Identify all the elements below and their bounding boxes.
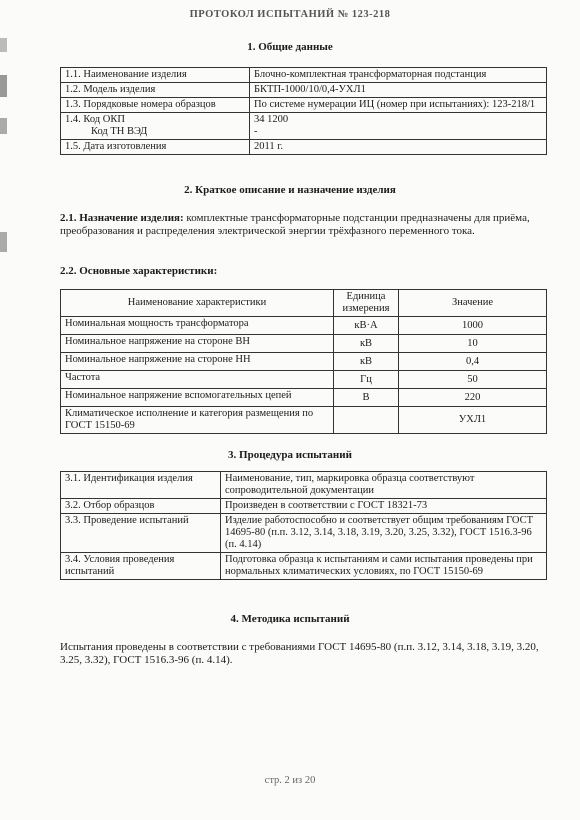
table-row <box>61 353 547 371</box>
char-unit <box>334 407 399 434</box>
char-name: Номинальная мощность трансформатора <box>61 317 334 335</box>
char-name: Климатическое исполнение и категория размещения по ГОСТ 15150-69 <box>61 407 334 434</box>
okp-label: 1.4. Код ОКП <box>65 114 125 125</box>
scan-edge-mark <box>0 118 7 134</box>
okp-value: 34 1200 <box>254 114 289 125</box>
column-header: Наименование характеристики <box>61 290 334 317</box>
row-value: БКТП-1000/10/0,4-УХЛ1 <box>250 83 547 98</box>
char-value: УХЛ1 <box>399 407 547 434</box>
row-label: 3.3. Проведение испытаний <box>61 514 221 553</box>
row-value: Блочно-комплектная трансформаторная подстанция <box>250 68 547 83</box>
section-4-title: 4. Методика испытаний <box>230 613 350 625</box>
row-label: 1.2. Модель изделия <box>61 83 250 98</box>
table-row <box>61 317 547 335</box>
table-row <box>61 113 547 140</box>
row-label: 1.3. Порядковые номера образцов <box>61 98 250 113</box>
char-value: 220 <box>399 389 547 407</box>
table-row <box>61 98 547 113</box>
characteristics-table <box>60 289 547 434</box>
purpose-text: комплектные трансформаторные подстанции предназначены для приёма, преобразования и распределения электрической энергии трёхфазного переменного тока. <box>60 212 530 237</box>
tnved-label: Код ТН ВЭД <box>91 126 148 137</box>
char-unit: кВ <box>334 353 399 371</box>
row-label: 1.1. Наименование изделия <box>61 68 250 83</box>
char-name: Частота <box>61 371 334 389</box>
row-label: 1.5. Дата изготовления <box>61 140 250 155</box>
table-row <box>61 335 547 353</box>
table-row <box>61 514 547 553</box>
table-row <box>61 407 547 434</box>
scan-edge-mark <box>0 75 7 97</box>
row-value: Подготовка образца к испытаниям и сами испытания проведены при нормальных климатических условиях, по ГОСТ 15150-69 <box>221 553 547 580</box>
procedure-table <box>60 471 547 580</box>
table-row <box>61 499 547 514</box>
purpose-paragraph <box>60 212 550 238</box>
table-row <box>61 68 547 83</box>
char-name: Номинальное напряжение вспомогательных цепей <box>61 389 334 407</box>
column-header: Единица измерения <box>334 290 399 317</box>
row-value <box>250 113 547 140</box>
char-value: 1000 <box>399 317 547 335</box>
char-name: Номинальное напряжение на стороне ВН <box>61 335 334 353</box>
page-number: стр. 2 из 20 <box>264 775 316 786</box>
row-value: Изделие работоспособно и соответствует общим требованиям ГОСТ 14695-80 (п.п. 3.12, 3.14, 3.18, 3.19, 3.20, 3.25, 3.32), ГОСТ 1516.3-96 (п. 4.14) <box>221 514 547 553</box>
table-row <box>61 371 547 389</box>
section-2-title: 2. Краткое описание и назначение изделия <box>184 184 396 196</box>
char-unit: кВ <box>334 335 399 353</box>
table-row <box>61 83 547 98</box>
row-label: 3.4. Условия проведения испытаний <box>61 553 221 580</box>
methodology-paragraph: Испытания проведены в соответствии с требованиями ГОСТ 14695-80 (п.п. 3.12, 3.14, 3.18, 3.19, 3.20, 3.25, 3.32), ГОСТ 1516.3-96 (п. 4.14). <box>60 641 539 666</box>
characteristics-title: 2.2. Основные характеристики: <box>60 265 218 277</box>
char-value: 0,4 <box>399 353 547 371</box>
table-row <box>61 553 547 580</box>
char-unit: Гц <box>334 371 399 389</box>
section-1-title: 1. Общие данные <box>247 41 333 53</box>
table-row <box>61 472 547 499</box>
char-name: Номинальное напряжение на стороне НН <box>61 353 334 371</box>
row-value: Произведен в соответствии с ГОСТ 18321-73 <box>221 499 547 514</box>
row-value: 2011 г. <box>250 140 547 155</box>
char-unit: В <box>334 389 399 407</box>
scan-edge-mark <box>0 232 7 252</box>
row-value: По системе нумерации ИЦ (номер при испытаниях): 123-218/1 <box>250 98 547 113</box>
purpose-label: 2.1. Назначение изделия: <box>60 212 184 224</box>
table-header-row <box>61 290 547 317</box>
char-value: 50 <box>399 371 547 389</box>
row-label: 3.1. Идентификация изделия <box>61 472 221 499</box>
column-header: Значение <box>399 290 547 317</box>
table-row <box>61 389 547 407</box>
general-data-table <box>60 67 547 155</box>
row-value: Наименование, тип, маркировка образца соответствуют сопроводительной документации <box>221 472 547 499</box>
section-3-title: 3. Процедура испытаний <box>228 449 352 461</box>
table-row <box>61 140 547 155</box>
tnved-value: - <box>254 126 258 137</box>
char-unit: кВ·А <box>334 317 399 335</box>
protocol-header: ПРОТОКОЛ ИСПЫТАНИЙ № 123-218 <box>189 9 391 20</box>
row-label: 3.2. Отбор образцов <box>61 499 221 514</box>
row-label <box>61 113 250 140</box>
char-value: 10 <box>399 335 547 353</box>
